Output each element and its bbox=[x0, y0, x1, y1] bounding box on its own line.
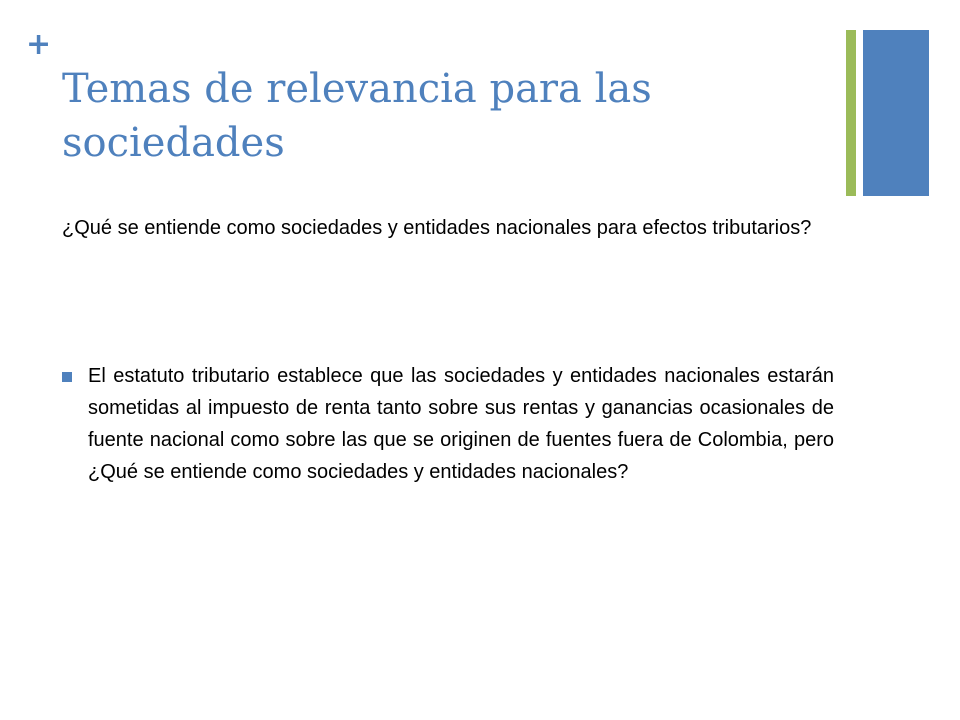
accent-block-blue bbox=[863, 30, 929, 196]
bullet-item bbox=[62, 360, 834, 488]
bullet-text: El estatuto tributario establece que las sociedades y entidades nacionales estarán sometidas al impuesto de renta tanto sobre sus rentas y ganancias ocasionales de fuente nacional como sobre las que se originen de fuentes fuera de Colombia, pero ¿Qué se entiende como sociedades y entidades nacionales? bbox=[88, 365, 834, 483]
intro-question: ¿Qué se entiende como sociedades y entidades nacionales para efectos tributarios? bbox=[62, 217, 812, 239]
square-bullet-icon bbox=[62, 372, 72, 382]
slide-title: Temas de relevancia para las sociedades bbox=[62, 66, 652, 166]
accent-bar-green bbox=[846, 30, 856, 196]
bullet-list bbox=[62, 360, 834, 488]
plus-icon: + bbox=[26, 27, 52, 62]
